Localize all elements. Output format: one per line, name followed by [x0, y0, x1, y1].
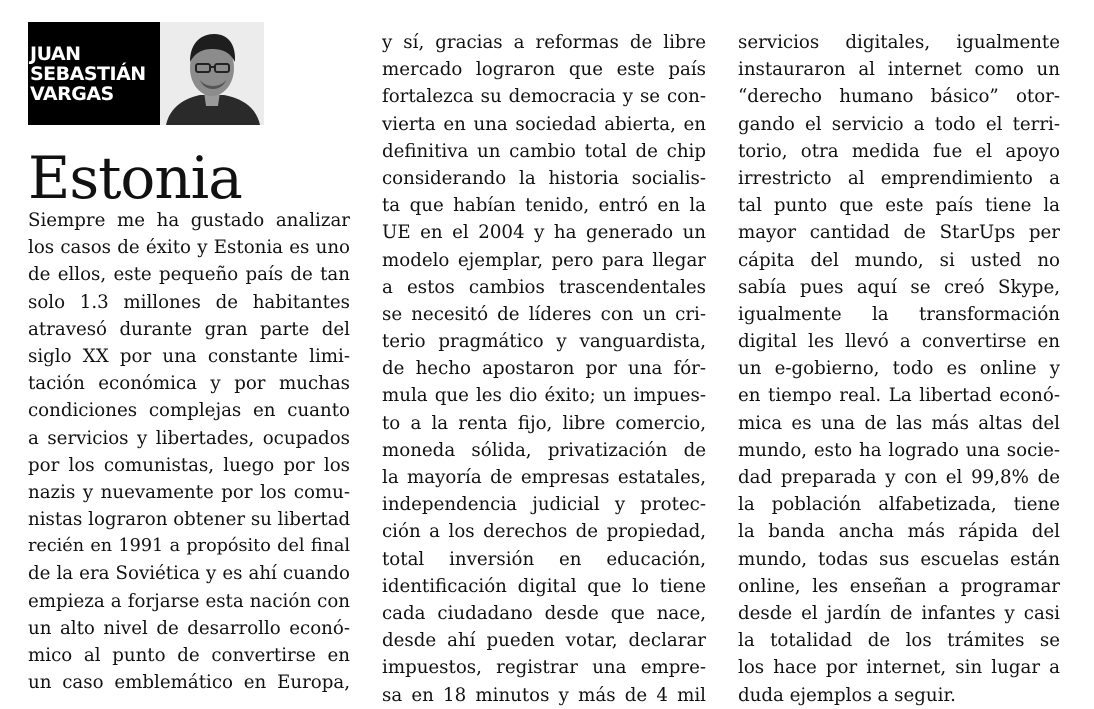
- text-line: cápita del mundo, si usted no: [738, 249, 1060, 271]
- text-line: instauraron al internet como un: [738, 59, 1060, 81]
- text-line: servicios digitales, igualmente: [738, 32, 1060, 53]
- text-line: desde ahí pueden votar, declarar: [382, 630, 706, 652]
- text-line: la población alfabetizada, tiene: [738, 494, 1060, 516]
- text-line: duda ejemplos a seguir.: [738, 684, 956, 706]
- text-line: de hecho apostaron por una fór-: [382, 358, 706, 380]
- text-line: a estos cambios trascendentales: [382, 276, 706, 298]
- author-photo: [160, 22, 264, 125]
- text-line: un e-gobierno, todo es online y: [738, 358, 1060, 380]
- text-line: considerando la historia socialis-: [382, 167, 706, 189]
- text-line: independencia judicial y protec-: [382, 494, 706, 516]
- text-line: gando el servicio a todo el terri-: [738, 113, 1060, 135]
- text-line: irrestricto al emprendimiento a: [738, 167, 1060, 189]
- text-line: to a la renta fijo, libre comercio,: [382, 412, 706, 434]
- text-line: mayor cantidad de StarUps per: [738, 222, 1060, 244]
- author-portrait-icon: [160, 22, 264, 125]
- text-line: impuestos, registrar una empre-: [382, 657, 706, 679]
- text-line: condiciones complejas en cuanto: [28, 400, 350, 422]
- text-line: identificación digital que lo tiene: [382, 575, 706, 597]
- text-line: dad preparada y con el 99,8% de: [738, 467, 1060, 488]
- text-line: ta que habían tenido, entró en la: [382, 195, 706, 217]
- text-line: recién en 1991 a propósito del final: [28, 536, 350, 557]
- text-line: la mayoría de empresas estatales,: [382, 467, 706, 488]
- author-name: [30, 44, 146, 104]
- text-line: ción a los derechos de propiedad,: [382, 521, 706, 543]
- text-line: cada ciudadano desde que nace,: [382, 602, 706, 624]
- text-line: un caso emblemático en Europa,: [28, 672, 350, 694]
- text-line: la totalidad de los trámites se: [738, 630, 1060, 652]
- text-line: fortalezca su democracia y se con-: [382, 86, 706, 108]
- text-line: igualmente la transformación: [738, 303, 1060, 325]
- text-line: mundo, todas sus escuelas están: [738, 548, 1060, 570]
- text-line: “derecho humano básico” otor-: [738, 86, 1060, 108]
- text-line: de la era Soviética y es ahí cuando: [28, 563, 350, 585]
- text-line: UE en el 2004 y ha generado un: [382, 222, 706, 244]
- text-line: en tiempo real. La libertad econó-: [738, 385, 1060, 407]
- author-byline: [28, 22, 264, 125]
- text-line: un alto nivel de desarrollo econó-: [28, 617, 350, 639]
- text-line: solo 1.3 millones de habitantes: [28, 291, 350, 313]
- author-name-line: VARGAS: [30, 83, 114, 105]
- text-line: sabía pues aquí se creó Skype,: [738, 276, 1060, 298]
- text-line: por los comunistas, luego por los: [28, 454, 350, 476]
- text-line: a servicios y libertades, ocupados: [28, 427, 350, 449]
- text-line: atravesó durante gran parte del: [28, 318, 350, 340]
- text-line: mico al punto de convertirse en: [28, 645, 350, 666]
- article-column-1: [28, 207, 350, 696]
- author-name-line: SEBASTIÁN: [30, 63, 146, 85]
- text-line: los hace por internet, sin lugar a: [738, 657, 1060, 679]
- text-line: mundo, esto ha logrado una socie-: [738, 439, 1060, 461]
- text-line: de ellos, este pequeño país de tan: [28, 264, 350, 286]
- text-line: definitiva un cambio total de chip: [382, 140, 706, 162]
- article-column-3: [738, 29, 1060, 709]
- text-line: total inversión en educación,: [382, 548, 706, 570]
- text-line: los casos de éxito y Estonia es uno: [28, 237, 350, 259]
- text-line: nistas lograron obtener su libertad: [28, 509, 351, 531]
- article-title: Estonia: [28, 144, 242, 212]
- text-line: tación económica y por muchas: [28, 373, 350, 395]
- text-line: online, les enseñan a programar: [738, 575, 1060, 597]
- text-line: mercado lograron que este país: [382, 59, 706, 81]
- text-line: terio pragmático y vanguardista,: [382, 331, 706, 353]
- text-line: y sí, gracias a reformas de libre: [382, 32, 706, 53]
- text-line: mula que les dio éxito; un impues-: [382, 385, 706, 407]
- text-line: torio, otra medida fue el apoyo: [738, 140, 1060, 162]
- text-line: mica es una de las más altas del: [738, 412, 1060, 434]
- text-line: vierta en una sociedad abierta, en: [382, 113, 706, 135]
- text-line: Siempre me ha gustado analizar: [28, 210, 350, 231]
- author-name-line: JUAN: [30, 43, 81, 65]
- text-line: la banda ancha más rápida del: [738, 521, 1060, 543]
- text-line: sa en 18 minutos y más de 4 mil: [382, 684, 706, 706]
- text-line: empieza a forjarse esta nación con: [28, 590, 350, 612]
- text-line: tal punto que este país tiene la: [738, 195, 1060, 217]
- text-line: se necesitó de líderes con un cri-: [382, 303, 706, 325]
- text-line: digital les llevó a convertirse en: [738, 331, 1060, 353]
- article-column-2: [382, 29, 706, 709]
- text-line: nazis y nuevamente por los comu-: [28, 481, 350, 503]
- text-line: desde el jardín de infantes y casi: [738, 602, 1060, 624]
- text-line: modelo ejemplar, pero para llegar: [382, 249, 706, 271]
- text-line: moneda sólida, privatización de: [382, 439, 706, 461]
- text-line: siglo XX por una constante limi-: [28, 345, 350, 367]
